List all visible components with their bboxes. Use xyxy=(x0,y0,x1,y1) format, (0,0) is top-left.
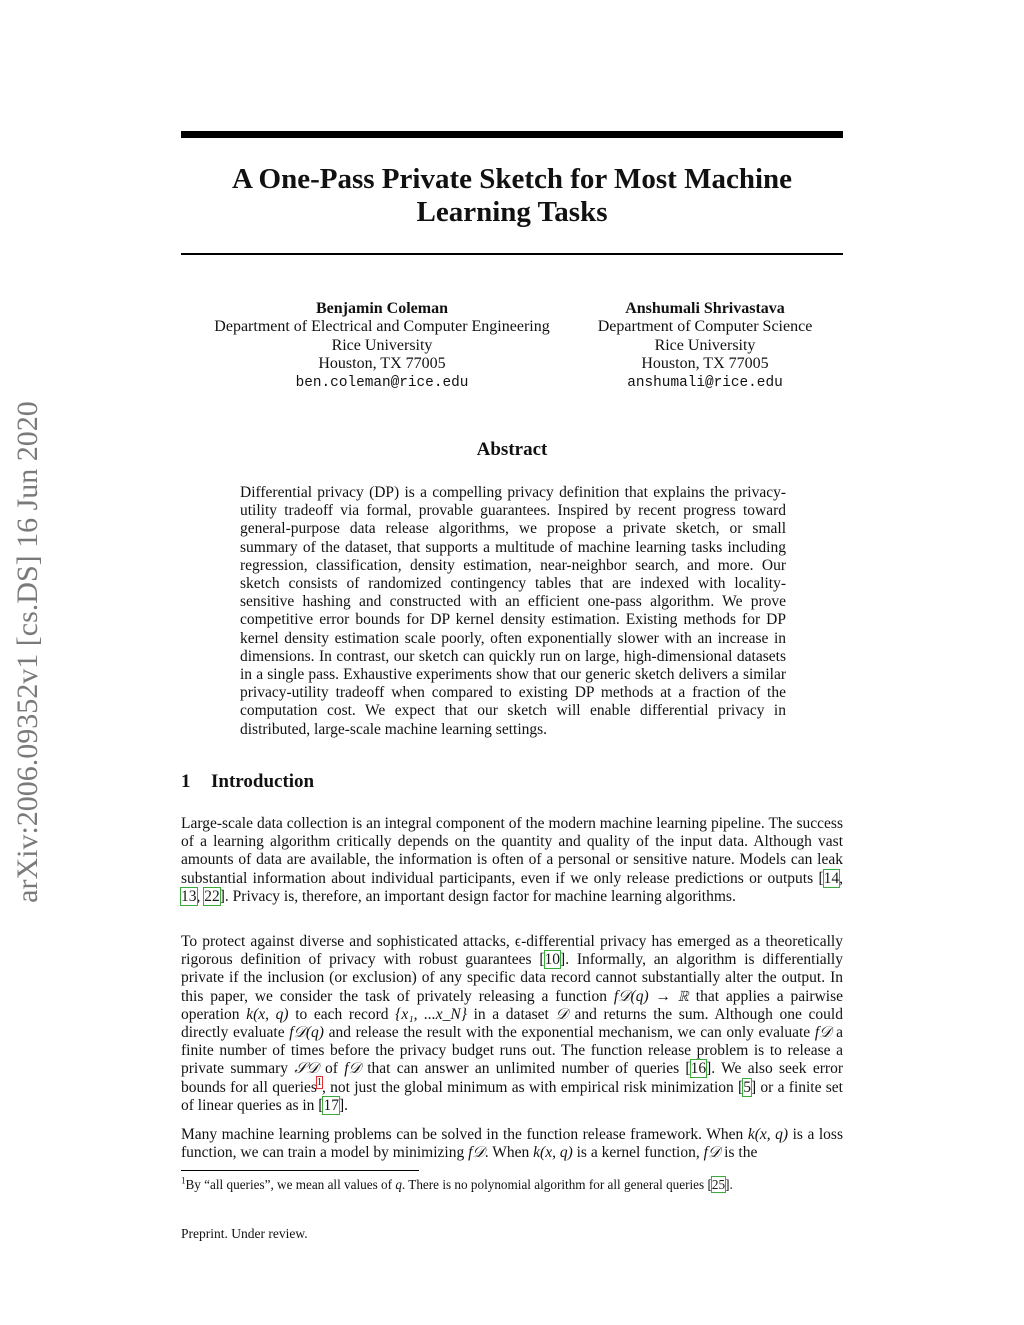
math-inline: f𝒟 xyxy=(468,1144,485,1162)
math-inline: k(x, q) xyxy=(747,1126,789,1143)
math-inline: 𝒮𝒟 xyxy=(294,1060,319,1078)
abstract-heading: Abstract xyxy=(476,439,548,460)
intro-paragraph-1 xyxy=(181,815,843,906)
text-run: Many machine learning problems can be solved in the function release framework. When xyxy=(181,1126,748,1143)
author-city: Houston, TX 77005 xyxy=(318,355,446,373)
footnote xyxy=(181,1177,843,1193)
title-line-1: A One-Pass Private Sketch for Most Machine xyxy=(231,163,793,195)
text-run: to each record xyxy=(288,1005,396,1023)
text-run: is the xyxy=(720,1144,758,1162)
text-run: , xyxy=(196,887,205,905)
intro-paragraph-3 xyxy=(181,1126,843,1162)
math-inline: f𝒟 xyxy=(344,1060,361,1078)
math-inline: f𝒟(q) → ℝ xyxy=(613,987,689,1005)
citation-link[interactable]: 22 xyxy=(204,887,220,905)
title-top-rule xyxy=(181,131,843,138)
text-run: . When xyxy=(484,1144,534,1162)
text-run: of xyxy=(318,1060,345,1078)
footnote-marker-link[interactable]: 1 xyxy=(316,1077,322,1089)
section-number: 1 xyxy=(181,771,191,792)
abstract-text: Differential privacy (DP) is a compelling privacy definition that explains the privacy-utility tradeoff via formal, provable guarantees. Inspired by recent progress toward general-purpose data release algorithms, we propose a private sketch, or small summary of the dataset, that supports a multitude of machine learning tasks including regression, classification, density estimation, near-neighbor search, and more. Our sketch consists of randomized contingency tables that are indexed with locality-sensitive hashing and constructed with an efficient one-pass algorithm. We prove competitive error bounds for DP kernel density estimation. Existing methods for DP kernel density estimation scale poorly, often exponentially slower with an increase in dimensions. In contrast, our sketch can quickly run on large, high-dimensional datasets in a single pass. Exhaustive experiments show that our generic sketch delivers a similar privacy-utility tradeoff when compared to existing DP methods at a fraction of the computation cost. We expect that our sketch will enable differential privacy in distributed, large-scale machine learning settings. xyxy=(240,484,786,738)
math-inline: {x₁, ...x_N} xyxy=(395,1005,467,1023)
text-run: that can answer an unlimited number of queries [ xyxy=(360,1060,691,1078)
author-email: anshumali@rice.edu xyxy=(627,374,783,391)
text-run: , xyxy=(839,869,843,887)
text-run: and release the result with the exponential mechanism, we can only evaluate xyxy=(323,1024,815,1042)
text-run: ] or a finite set of linear queries as in [ xyxy=(181,1078,843,1114)
text-run: ]. We also seek error bounds for all queries xyxy=(181,1060,843,1096)
text-run: ]. xyxy=(338,1096,349,1114)
footnote-rule xyxy=(181,1170,419,1171)
citation-link[interactable]: 16 xyxy=(690,1060,707,1078)
author-block-2 xyxy=(583,300,827,392)
text-run: . There is no polynomial algorithm for all general queries [ xyxy=(401,1177,712,1192)
citation-link[interactable]: 17 xyxy=(323,1096,339,1114)
author-email: ben.coleman@rice.edu xyxy=(295,374,469,391)
math-inline: f𝒟 xyxy=(703,1144,721,1162)
section-title: Introduction xyxy=(211,771,315,792)
text-run: To protect against diverse and sophisticated attacks, ϵ-differential privacy has emerged as a theoretically rigorous definition of privacy with robust guarantees [ xyxy=(181,933,843,969)
paper-title xyxy=(181,163,843,229)
math-inline: f𝒟 xyxy=(814,1024,832,1042)
math-inline: q xyxy=(395,1177,402,1192)
text-run: and returns the sum. Although one could directly evaluate xyxy=(181,1005,843,1042)
text-run: ]. Informally, an algorithm is differentially private if the inclusion (or exclusion) of any specific data record cannot substantially alter the output. In this paper, we consider the task of privately releasing a function xyxy=(181,951,843,1005)
math-inline: 𝒟 xyxy=(555,1005,568,1023)
author-department: Department of Computer Science xyxy=(597,318,813,336)
author-name: Anshumali Shrivastava xyxy=(625,300,785,317)
text-run: ]. xyxy=(725,1177,733,1192)
text-run: , not just the global minimum as with empirical risk minimization [ xyxy=(321,1078,744,1096)
text-run: By “all queries”, we mean all values of xyxy=(185,1177,396,1192)
author-department: Department of Electrical and Computer Engineering xyxy=(214,318,550,336)
intro-paragraph-2 xyxy=(181,933,843,1115)
math-inline: f𝒟(q) xyxy=(289,1024,324,1042)
text-run: is a kernel function, xyxy=(572,1144,704,1162)
footnote-number: 1 xyxy=(181,1175,186,1186)
text-run: in a dataset xyxy=(466,1005,556,1023)
arxiv-side-stamp: arXiv:2006.09352v1 [cs.DS] 16 Jun 2020 xyxy=(11,401,44,903)
citation-link[interactable]: 13 xyxy=(181,887,197,905)
author-university: Rice University xyxy=(331,336,433,354)
author-block-1 xyxy=(181,300,583,392)
author-name: Benjamin Coleman xyxy=(316,300,448,317)
text-run: is a loss function, we can train a model by minimizing xyxy=(181,1126,843,1162)
author-city: Houston, TX 77005 xyxy=(641,355,769,373)
section-heading xyxy=(181,771,314,793)
author-university: Rice University xyxy=(654,336,756,354)
text-run: ]. Privacy is, therefore, an important design factor for machine learning algorithms. xyxy=(219,887,736,905)
title-line-2: Learning Tasks xyxy=(416,196,608,228)
title-bottom-rule xyxy=(181,253,843,255)
text-run: Large-scale data collection is an integral component of the modern machine learning pipeline. The success of a learning algorithm critically depends on the quantity and quality of the input data. Although vast amounts of data are available, the information is often of a personal or sensitive nature. Models can leak substantial information about individual participants, even if we only release predictions or outputs [ xyxy=(181,815,843,887)
citation-link[interactable]: 10 xyxy=(544,951,561,969)
preprint-note: Preprint. Under review. xyxy=(181,1226,308,1241)
citation-link[interactable]: 14 xyxy=(823,869,840,887)
text-run: a finite number of times before the privacy budget runs out. The function release problem is to release a private summary xyxy=(181,1024,843,1078)
citation-link[interactable]: 25 xyxy=(711,1177,726,1192)
math-inline: k(x, q) xyxy=(533,1144,573,1162)
text-run: that applies a pairwise operation xyxy=(181,987,843,1023)
math-inline: k(x, q) xyxy=(246,1005,289,1023)
citation-link[interactable]: 5 xyxy=(743,1078,751,1096)
